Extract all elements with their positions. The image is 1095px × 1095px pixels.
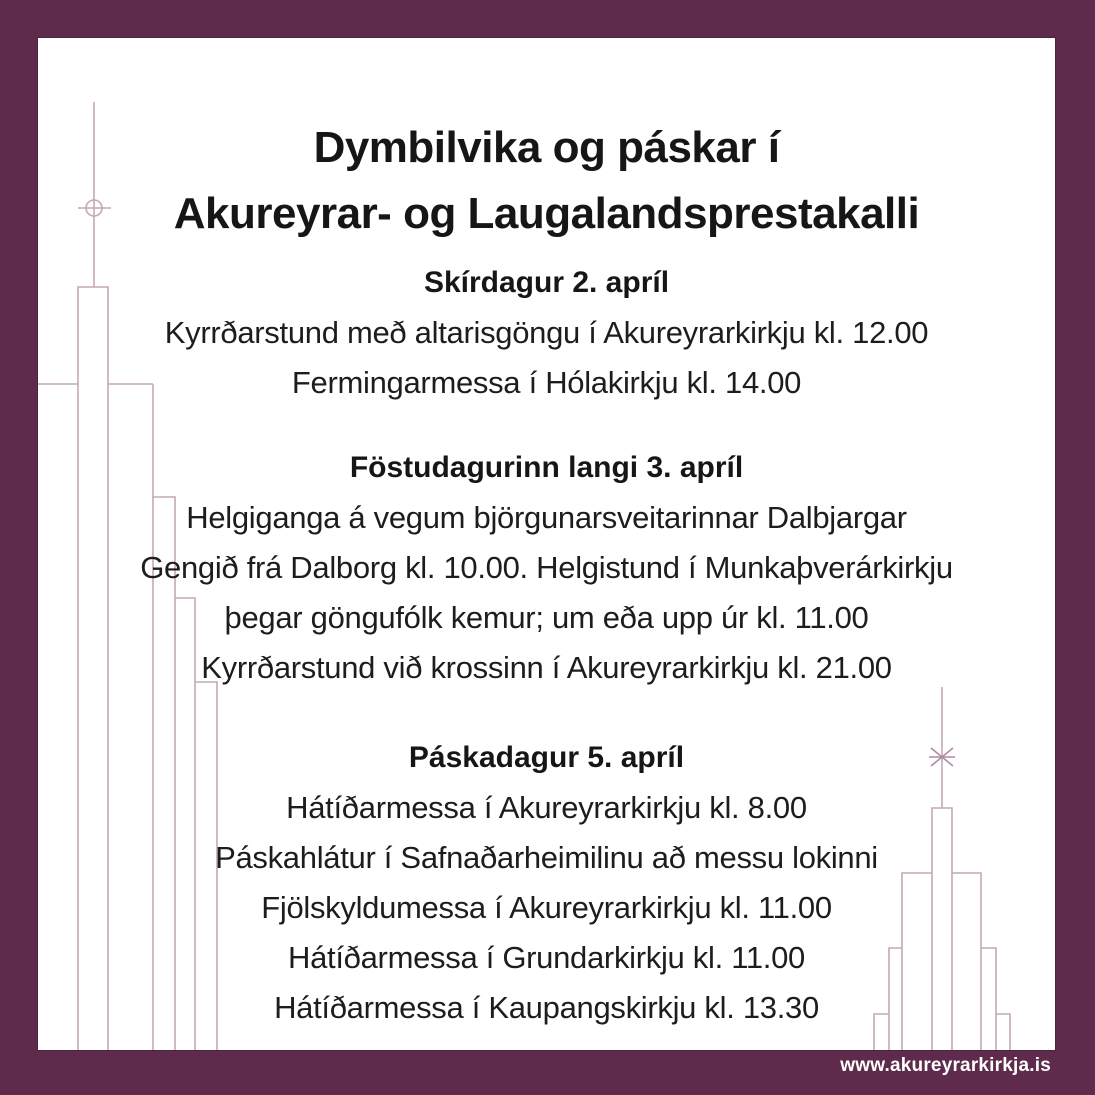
- schedule-line: Kyrrðarstund við krossinn í Akureyrarkirkju kl. 21.00: [201, 650, 892, 685]
- schedule-line: Helgiganga á vegum björgunarsveitarinnar Dalbjargar: [186, 500, 907, 535]
- schedule-line: Hátíðarmessa í Akureyrarkirkju kl. 8.00: [286, 790, 807, 825]
- schedule-line: Fjölskyldumessa í Akureyrarkirkju kl. 11.00: [261, 890, 832, 925]
- title-line-1: Dymbilvika og páskar í: [313, 123, 780, 173]
- schedule-line: Páskahlátur í Safnaðarheimilinu að messu lokinni: [215, 840, 878, 875]
- section-header: Föstudagurinn langi 3. apríl: [349, 451, 744, 484]
- website-url: www.akureyrarkirkja.is: [840, 1055, 1051, 1076]
- section-easter-sunday: [38, 733, 1055, 1033]
- schedule-line: Kyrrðarstund með altarisgöngu í Akureyrarkirkju kl. 12.00: [164, 315, 929, 350]
- title-line-2: Akureyrar- og Laugalandsprestakalli: [173, 189, 920, 239]
- poster-inner-panel: [38, 38, 1055, 1050]
- section-header: Skírdagur 2. apríl: [423, 266, 670, 299]
- schedule-line: Gengið frá Dalborg kl. 10.00. Helgistund í Munkaþverárkirkju: [140, 550, 953, 585]
- schedule-line: þegar göngufólk kemur; um eða upp úr kl. 11.00: [224, 600, 869, 635]
- schedule-line: Hátíðarmessa í Kaupangskirkju kl. 13.30: [274, 990, 819, 1025]
- section-good-friday: [38, 443, 1055, 693]
- section-header: Páskadagur 5. apríl: [408, 741, 685, 774]
- schedule-line: Hátíðarmessa í Grundarkirkju kl. 11.00: [288, 940, 805, 975]
- schedule-line: Fermingarmessa í Hólakirkju kl. 14.00: [291, 365, 802, 400]
- poster-title: [38, 115, 1055, 247]
- poster-text: [38, 38, 1055, 1050]
- section-maundy-thursday: [38, 258, 1055, 408]
